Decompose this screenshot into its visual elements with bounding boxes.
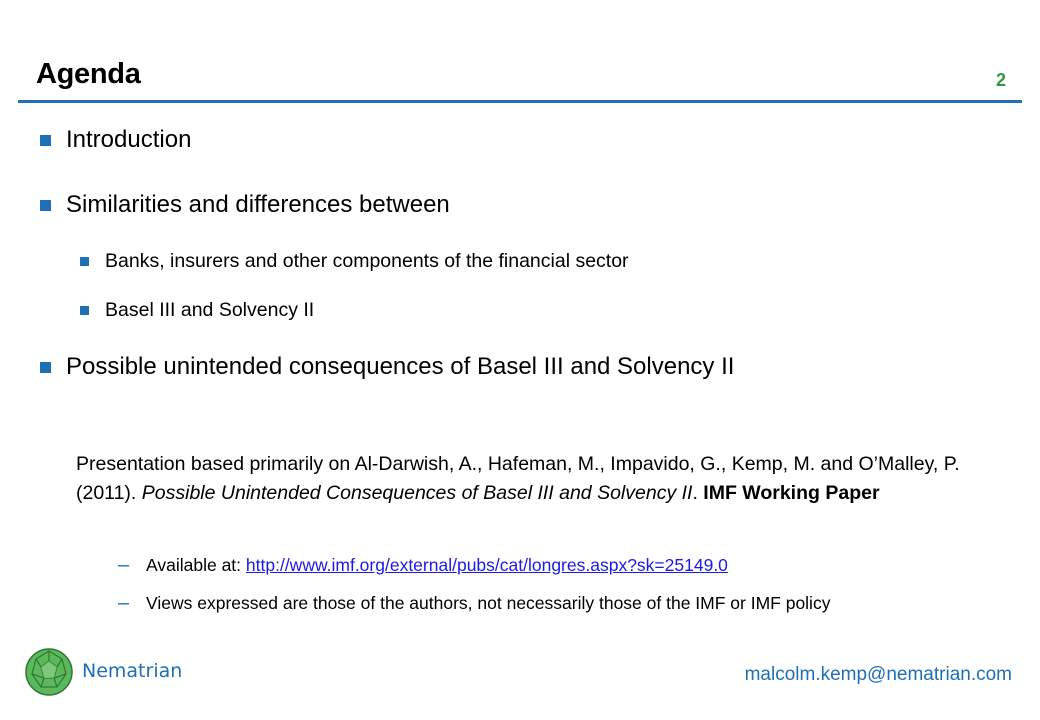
agenda-item-consequences [40, 353, 734, 381]
square-bullet-icon [80, 306, 89, 315]
reference-intro: Presentation based primarily on Al-Darwish, A., Hafeman, M., Impavido, G., Kemp, M. and O’Malley, P. (2011). [76, 453, 960, 504]
green-geodesic-sphere-icon [24, 647, 74, 697]
square-bullet-icon [40, 362, 51, 373]
square-bullet-icon [80, 257, 89, 266]
square-bullet-icon [40, 200, 51, 211]
slide-title: Agenda [36, 58, 141, 90]
dash-bullet-icon: – [118, 554, 130, 576]
availability-line [118, 554, 728, 577]
dash-bullet-icon: – [118, 592, 130, 614]
agenda-item-label: Similarities and differences between [66, 191, 450, 218]
contact-email[interactable]: malcolm.kemp@nematrian.com [744, 664, 1012, 685]
title-divider [18, 100, 1022, 103]
agenda-subitem-label: Basel III and Solvency II [105, 299, 315, 321]
agenda-subitem-basel [80, 299, 314, 322]
agenda-subitem-label: Banks, insurers and other components of the financial sector [105, 250, 629, 272]
availability-label: Available at: [146, 555, 242, 575]
brand-name: Nematrian [82, 660, 183, 682]
page-number: 2 [995, 70, 1006, 90]
agenda-item-label: Possible unintended consequences of Basel III and Solvency II [66, 353, 735, 380]
square-bullet-icon [40, 135, 51, 146]
agenda-item-similarities [40, 191, 450, 219]
reference-separator: . [692, 482, 704, 504]
reference-title: Possible Unintended Consequences of Basel III and Solvency II [141, 482, 693, 504]
agenda-subitem-banks [80, 250, 629, 273]
disclaimer-line [118, 592, 830, 615]
agenda-item-introduction [40, 126, 191, 154]
imf-paper-link[interactable]: http://www.imf.org/external/pubs/cat/longres.aspx?sk=25149.0 [245, 555, 728, 575]
disclaimer-text: Views expressed are those of the authors, not necessarily those of the IMF or IMF policy [146, 593, 831, 613]
reference-paragraph [76, 450, 976, 508]
agenda-item-label: Introduction [66, 126, 192, 153]
reference-paper-type: IMF Working Paper [703, 482, 880, 504]
